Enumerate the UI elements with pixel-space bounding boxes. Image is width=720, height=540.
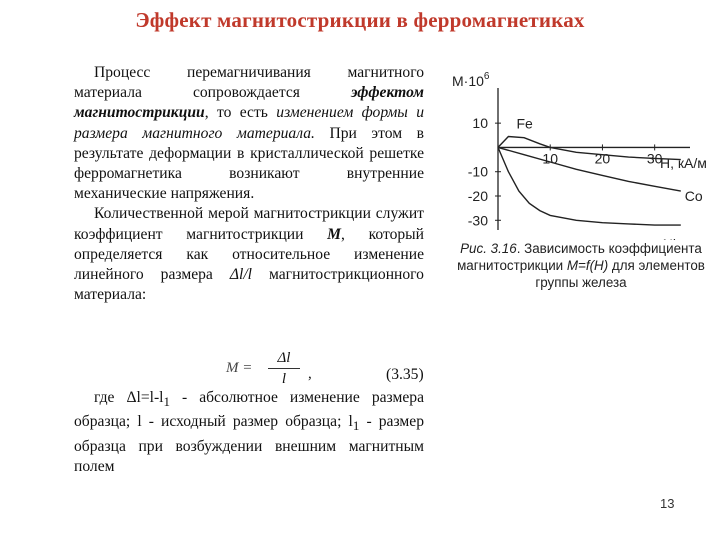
text-span: - исходный размер образца;: [141, 413, 349, 431]
paragraph-coefficient: [74, 204, 424, 305]
text-span: Количественной мерой магнитострикции служит коэффициент магнитострикции: [74, 205, 424, 243]
ratio-dl-l: Δl/l: [229, 266, 252, 284]
figure-caption: [450, 240, 712, 291]
y-tick-label: -10: [467, 163, 488, 180]
text-span: При этом в результате деформации в кристаллической решетке ферромагнетика возникают внутренние механические напряжения.: [74, 124, 424, 203]
slide-title: Эффект магнитострикции в ферромагнетиках: [135, 8, 585, 32]
delta-l-def: Δl=l-l: [126, 389, 164, 406]
series-label-co: Co: [684, 188, 703, 205]
y-axis-label: [452, 71, 490, 89]
y-axis-label-exponent: 6: [483, 71, 490, 82]
caption-text: для элементов группы железа: [535, 258, 705, 290]
formula-fraction: [268, 348, 300, 389]
definition-text: изменением формы и размера магнитного материала.: [74, 104, 424, 142]
page-number: 13: [660, 496, 675, 511]
formula-comma: ,: [308, 366, 312, 382]
caption-label: Рис. 3.16: [460, 241, 517, 256]
paragraph-intro: [74, 63, 424, 204]
y-axis-label-base: M·10: [452, 73, 484, 89]
formula-denominator: l: [281, 371, 287, 387]
text-span: где: [94, 389, 127, 406]
formula-explanation: [74, 388, 424, 477]
text-span: , который определяется как относительное изменение линейного размера: [74, 225, 424, 284]
text-span: магнитострикционного материала:: [74, 266, 424, 304]
series-label-fe: Fe: [516, 115, 533, 132]
formula-lhs: M =: [226, 360, 253, 376]
y-tick-label: 10: [472, 115, 488, 132]
caption-text: . Зависимость коэффициента магнитострикции: [457, 241, 702, 273]
body-text: [74, 63, 424, 305]
x-tick-label: 10: [542, 150, 559, 167]
x-tick-label: 20: [594, 150, 611, 167]
symbol-m: M: [327, 225, 342, 243]
paragraph-explanation: [74, 388, 424, 477]
x-axis-label: H, кА/м: [660, 155, 707, 171]
formula-numerator: Δl: [268, 348, 300, 369]
subscript: 1: [163, 394, 170, 410]
equation-number: (3.35): [386, 366, 424, 383]
caption-formula: M=f(H): [566, 258, 609, 273]
text-span: - абсолютное изменение размера образца;: [74, 389, 424, 431]
text-span: Процесс перемагничивания магнитного материала сопровождается: [74, 64, 424, 102]
symbol-l1: l: [348, 413, 353, 431]
y-tick-label: -20: [467, 188, 488, 204]
subscript: 1: [352, 418, 360, 434]
text-span: - размер образца при возбуждении внешним магнитным полем: [74, 413, 424, 475]
term-magnetostriction: эффектом магнитострикции: [74, 84, 424, 122]
chart-svg: [448, 70, 710, 240]
text-span: , то есть: [204, 104, 277, 122]
y-tick-label: -30: [467, 212, 488, 229]
symbol-l: l: [137, 413, 142, 431]
x-tick-label: 30: [646, 150, 663, 167]
